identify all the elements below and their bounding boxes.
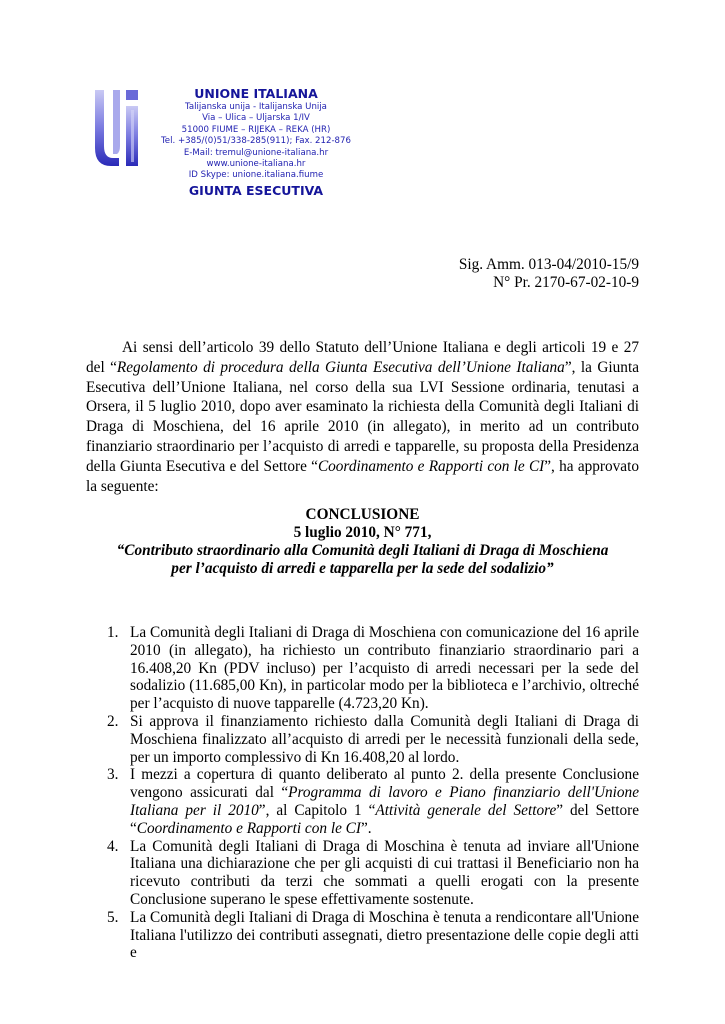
- conclusion-points-list: [86, 624, 639, 962]
- point-text: I mezzi a copertura di quanto deliberato al punto 2. della presente Conclusione vengono assicurati dal “: [130, 766, 639, 802]
- point-number: 3.: [107, 766, 119, 784]
- unione-italiana-logo: [93, 86, 145, 168]
- conclusion-date-number: 5 luglio 2010, N° 771,: [293, 524, 432, 541]
- point-number: 1.: [107, 624, 119, 641]
- point-text: ”, al Capitolo 1 “: [258, 801, 376, 819]
- org-line-skype: ID Skype: unione.italiana.fiume: [188, 170, 324, 181]
- point-text: ”.: [360, 819, 372, 837]
- conclusion-point: [86, 766, 639, 837]
- point-text: Si approva il finanziamento richiesto dalla Comunità degli Italiani di Draga di Moschiena finalizzato all’acquisto di arredi per le necessità funzionali della sede, per un importo complessivo di Kn 16.408,20 al lordo.: [130, 712, 639, 766]
- conclusion-point: [86, 838, 639, 909]
- reference-line-1: Sig. Amm. 013-04/2010-15/9: [458, 256, 639, 273]
- org-line-email: E-Mail: tremul@unione-italiana.hr: [183, 147, 329, 158]
- org-line-city: 51000 FIUME – RIJEKA – REKA (HR): [181, 124, 331, 135]
- conclusion-subtitle-line-1: “Contributo straordinario alla Comunità degli Italiani di Draga di Moschiena: [116, 542, 609, 559]
- letterhead: [150, 86, 362, 199]
- conclusion-point: [86, 909, 639, 962]
- org-name: UNIONE ITALIANA: [194, 86, 318, 101]
- conclusion-subtitle-line-2: per l’acquisto di arredi e tapparella per la sede del sodalizio”: [171, 560, 554, 577]
- point-text: La Comunità degli Italiani di Draga di Moschiena con comunicazione del 16 aprile 2010 (in allegato), ha richiesto un contributo finanziario straordinario pari a 16.408,20 Kn (PDV incluso) per l’acquisto di arredi necessari per la sede del sodalizio (11.685,00 Kn), in particolar modo per la biblioteca e l’archivio, oltreché per l’acquisto di nuove tapparelle (4.723,20 Kn).: [130, 624, 639, 713]
- point-text: La Comunità degli Italiani di Draga di Moschina è tenuta a rendicontare all'Unione Italiana l'utilizzo dei contributi assegnati, dietro presentazione delle copie degli atti e: [130, 908, 639, 962]
- point-italic-text: Attività generale del Settore: [375, 801, 557, 819]
- reference-line-2: N° Pr. 2170-67-02-10-9: [493, 274, 639, 291]
- conclusion-title: CONCLUSIONE: [305, 506, 420, 523]
- org-line-names: Talijanska unija - Italijanska Unija: [185, 102, 327, 112]
- point-italic-text: Coordinamento e Rapporti con le CI: [136, 819, 361, 837]
- conclusion-point: [86, 624, 639, 713]
- intro-paragraph: [86, 338, 639, 496]
- giunta-title: GIUNTA ESECUTIVA: [188, 182, 324, 198]
- point-text: La Comunità degli Italiani di Draga di Moschina è tenuta ad inviare all'Unione Italiana una dichiarazione che per gli acquisti di cui trattasi il Beneficiario non ha ricevuto contributi da terzi che sommati a quelli erogati con la presente Conclusione superano le spese effettivamente sostenute.: [130, 837, 639, 908]
- intro-italic-regolamento: Regolamento di procedura della Giunta Esecutiva dell’Unione Italiana: [116, 358, 565, 376]
- org-line-website: www.unione-italiana.hr: [206, 159, 306, 170]
- org-line-phone: Tel. +385/(0)51/338-285(911); Fax. 212-876: [161, 136, 351, 147]
- point-text: ” del Settore “: [130, 801, 639, 837]
- intro-text-3: ”, ha approvato la seguente:: [86, 457, 639, 495]
- conclusion-point: [86, 713, 639, 766]
- reference-numbers: [459, 256, 639, 292]
- point-number: 2.: [107, 712, 119, 730]
- conclusion-heading: [86, 506, 639, 578]
- intro-text-1: Ai sensi dell’articolo 39 dello Statuto dell’Unione Italiana e degli articoli 19 e 27 del “: [86, 339, 639, 376]
- point-number: 4.: [107, 837, 119, 855]
- point-italic-text: Programma di lavoro e Piano finanziario dell'Unione Italiana per il 2010: [130, 784, 639, 819]
- org-line-address: Via – Ulica – Uljarska 1/IV: [202, 113, 310, 124]
- logo-lettering: Ui: [93, 86, 94, 87]
- intro-italic-settore: Coordinamento e Rapporti con le CI: [317, 457, 545, 475]
- intro-text-2: ”, la Giunta Esecutiva dell’Unione Italiana, nel corso della sua LVI Sessione ordinaria, tenutasi a Orsera, il 5 luglio 2010, dopo aver esaminato la richiesta della Comunità degli Italiani di Draga di Moschiena, del 16 aprile 2010 (in allegato), in merito ad un contributo finanziario straordinario per l’acquisto di arredi e tapparelle, su proposta della Presidenza della Giunta Esecutiva e del Settore “: [86, 358, 639, 475]
- point-number: 5.: [107, 908, 119, 926]
